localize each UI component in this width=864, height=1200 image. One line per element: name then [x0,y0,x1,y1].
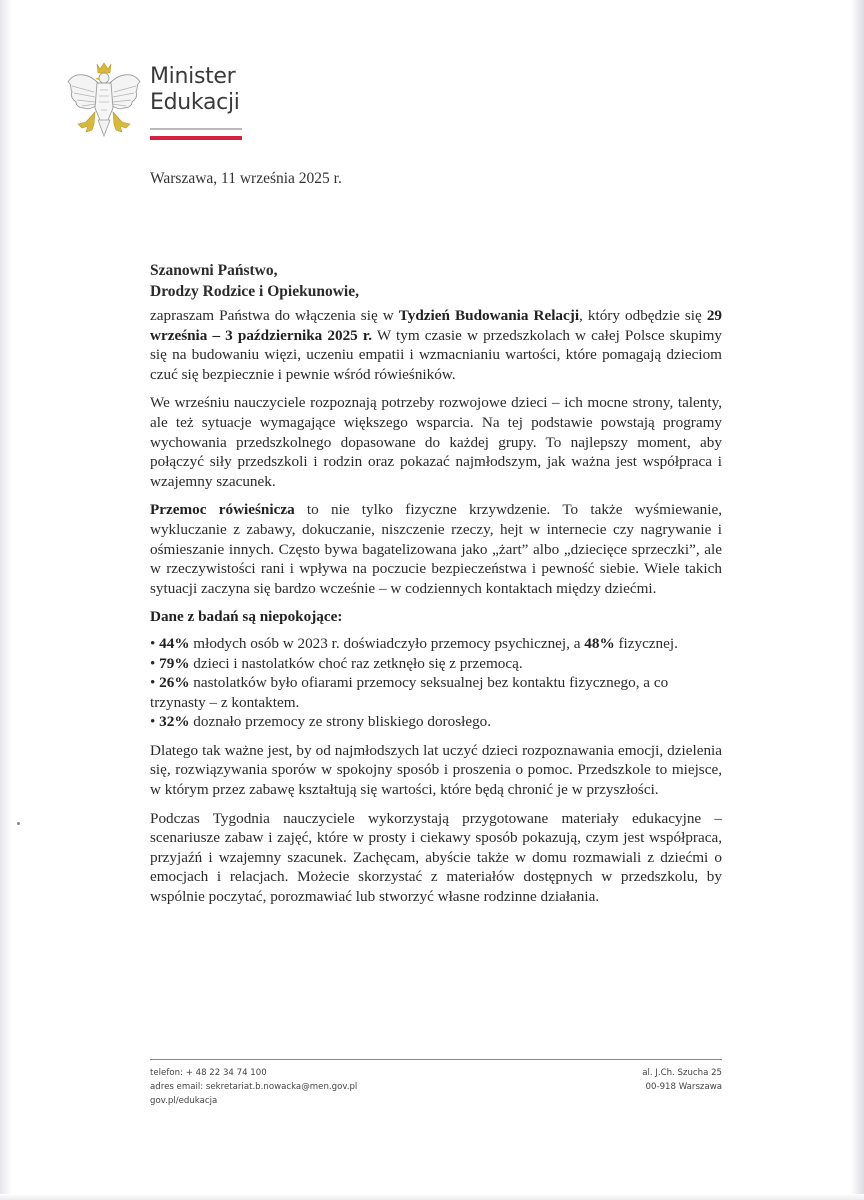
stat-value: 79% [159,654,190,672]
footer-divider [150,1059,722,1060]
stat-value: 48% [584,634,615,652]
paragraph-why-important: Dlatego tak ważne jest, by od najmłodszych lat uczyć dzieci rozpoznawania emocji, dzielenia się, rozwiązywania sporów w spokojny sposób i proszenia o pomoc. Przedszkole to miejsce, w którym przez zabawę kształtują się wartości, które będą chronić je w przyszłości. [150,741,722,799]
stats-list [150,634,722,732]
stat-value: 44% [159,634,190,652]
bullet: • [150,634,160,652]
ministry-name [150,64,240,116]
text: fizycznej. [614,634,678,652]
page-edge-left [0,0,12,1200]
footer-email: adres email: sekretariat.b.nowacka@men.gov.pl [150,1082,358,1092]
logo-line-2: Edukacji [150,90,240,115]
list-item [150,673,722,712]
footer-website: gov.pl/edukacja [150,1096,218,1106]
text: W tym czasie w przedszkolach w całej Polsce skupimy się na budowaniu więzi, uczeniu empatii i wzmacnianiu wartości, które pomagają dzieciom czuć się bezpiecznie i pewnie wśród rówieśników. [150,326,723,383]
footer-contact [150,1066,357,1108]
text: zapraszam Państwa do włączenia się w [150,307,399,324]
stat-value: 26% [159,674,190,692]
list-item [150,712,722,732]
letter-date: Warszawa, 11 września 2025 r. [150,170,342,187]
footer-phone: telefon: + 48 22 34 74 100 [150,1068,267,1078]
letter-body [150,306,722,916]
list-item [150,634,722,654]
list-item [150,654,722,674]
text: , który odbędzie się [579,307,707,324]
text: młodych osób w 2023 r. doświadczyło przemocy psychicznej, a [189,634,585,652]
paragraph-peer-violence [150,500,722,598]
stats-heading-text: Dane z badań są niepokojące: [150,608,343,626]
event-name: Tydzień Budowania Relacji [398,307,580,324]
logo-grey-stripe [150,128,242,130]
logo-line-1: Minister [150,64,236,89]
footer-address-city: 00-918 Warszawa [645,1082,722,1092]
stats-heading [150,607,722,627]
bullet: • [150,654,160,672]
page-edge-bottom [0,1194,864,1200]
text: nastolatków było ofiarami przemocy seksualnej bez kontaktu fizycznego, a co trzynasty – z kontaktem. [150,674,669,711]
event-dates: 29 września – 3 października 2025 r. [150,307,722,344]
paragraph-september: We wrześniu nauczyciele rozpoznają potrzeby rozwojowe dzieci – ich mocne strony, talenty, ale też sytuacje wymagające większego wsparcia. Na tej podstawie powstają programy wychowania przedszkolnego dopasowane do każdej grupy. To najlepszy moment, aby połączyć siły przedszkoli i rodzin oraz pokazać najmłodszym, jak ważna jest współpraca i wzajemny szacunek. [150,394,722,490]
peer-violence-term: Przemoc rówieśnicza [150,501,295,519]
bullet: • [150,674,160,692]
salutation-line-2: Drodzy Rodzice i Opiekunowie, [150,283,359,300]
ministry-logo [66,60,266,150]
bullet: • [150,713,160,731]
salutation-line-1: Szanowni Państwo, [150,262,278,279]
footer-address-street: al. J.Ch. Szucha 25 [642,1068,722,1078]
eagle-emblem-icon [66,60,142,142]
page-edge-right [850,0,864,1200]
salutation [150,260,359,302]
text: doznało przemocy ze strony bliskiego dorosłego. [189,713,492,731]
text: to nie tylko fizyczne krzywdzenie. To także wyśmiewanie, wykluczanie z zabawy, dokuczanie, niszczenie rzeczy, hejt w internecie czy nagrywanie i ośmieszanie innych. Często bywa bagatelizowana jako „żart” albo „dziecięce sprzeczki”, ale w rzeczywistości rani i wpływa na poczucie bezpieczeństwa i pewność siebie. Wiele takich sytuacji zaczyna się bardzo wcześnie – w codziennych kontaktach między dziećmi. [150,501,723,597]
footer-address [600,1066,722,1094]
text: dzieci i nastolatków choć raz zetknęło się z przemocą. [189,654,523,672]
logo-red-stripe [150,136,242,140]
paragraph-during-week: Podczas Tygodnia nauczyciele wykorzystają przygotowane materiały edukacyjne – scenariusze zabaw i zajęć, które w prosty i ciekawy sposób pokazują, czym jest współpraca, przyjaźń i wzajemny szacunek. Zachęcam, abyście także w domu rozmawiali z dziećmi o emocjach i relacjach. Możecie skorzystać z materiałów dostępnych w przedszkolu, by wspólnie poczytać, porozmawiać lub stworzyć własne rodzinne działania. [150,809,722,906]
stat-value: 32% [159,713,190,731]
paragraph-invitation [150,306,722,384]
scan-speck [17,822,20,825]
